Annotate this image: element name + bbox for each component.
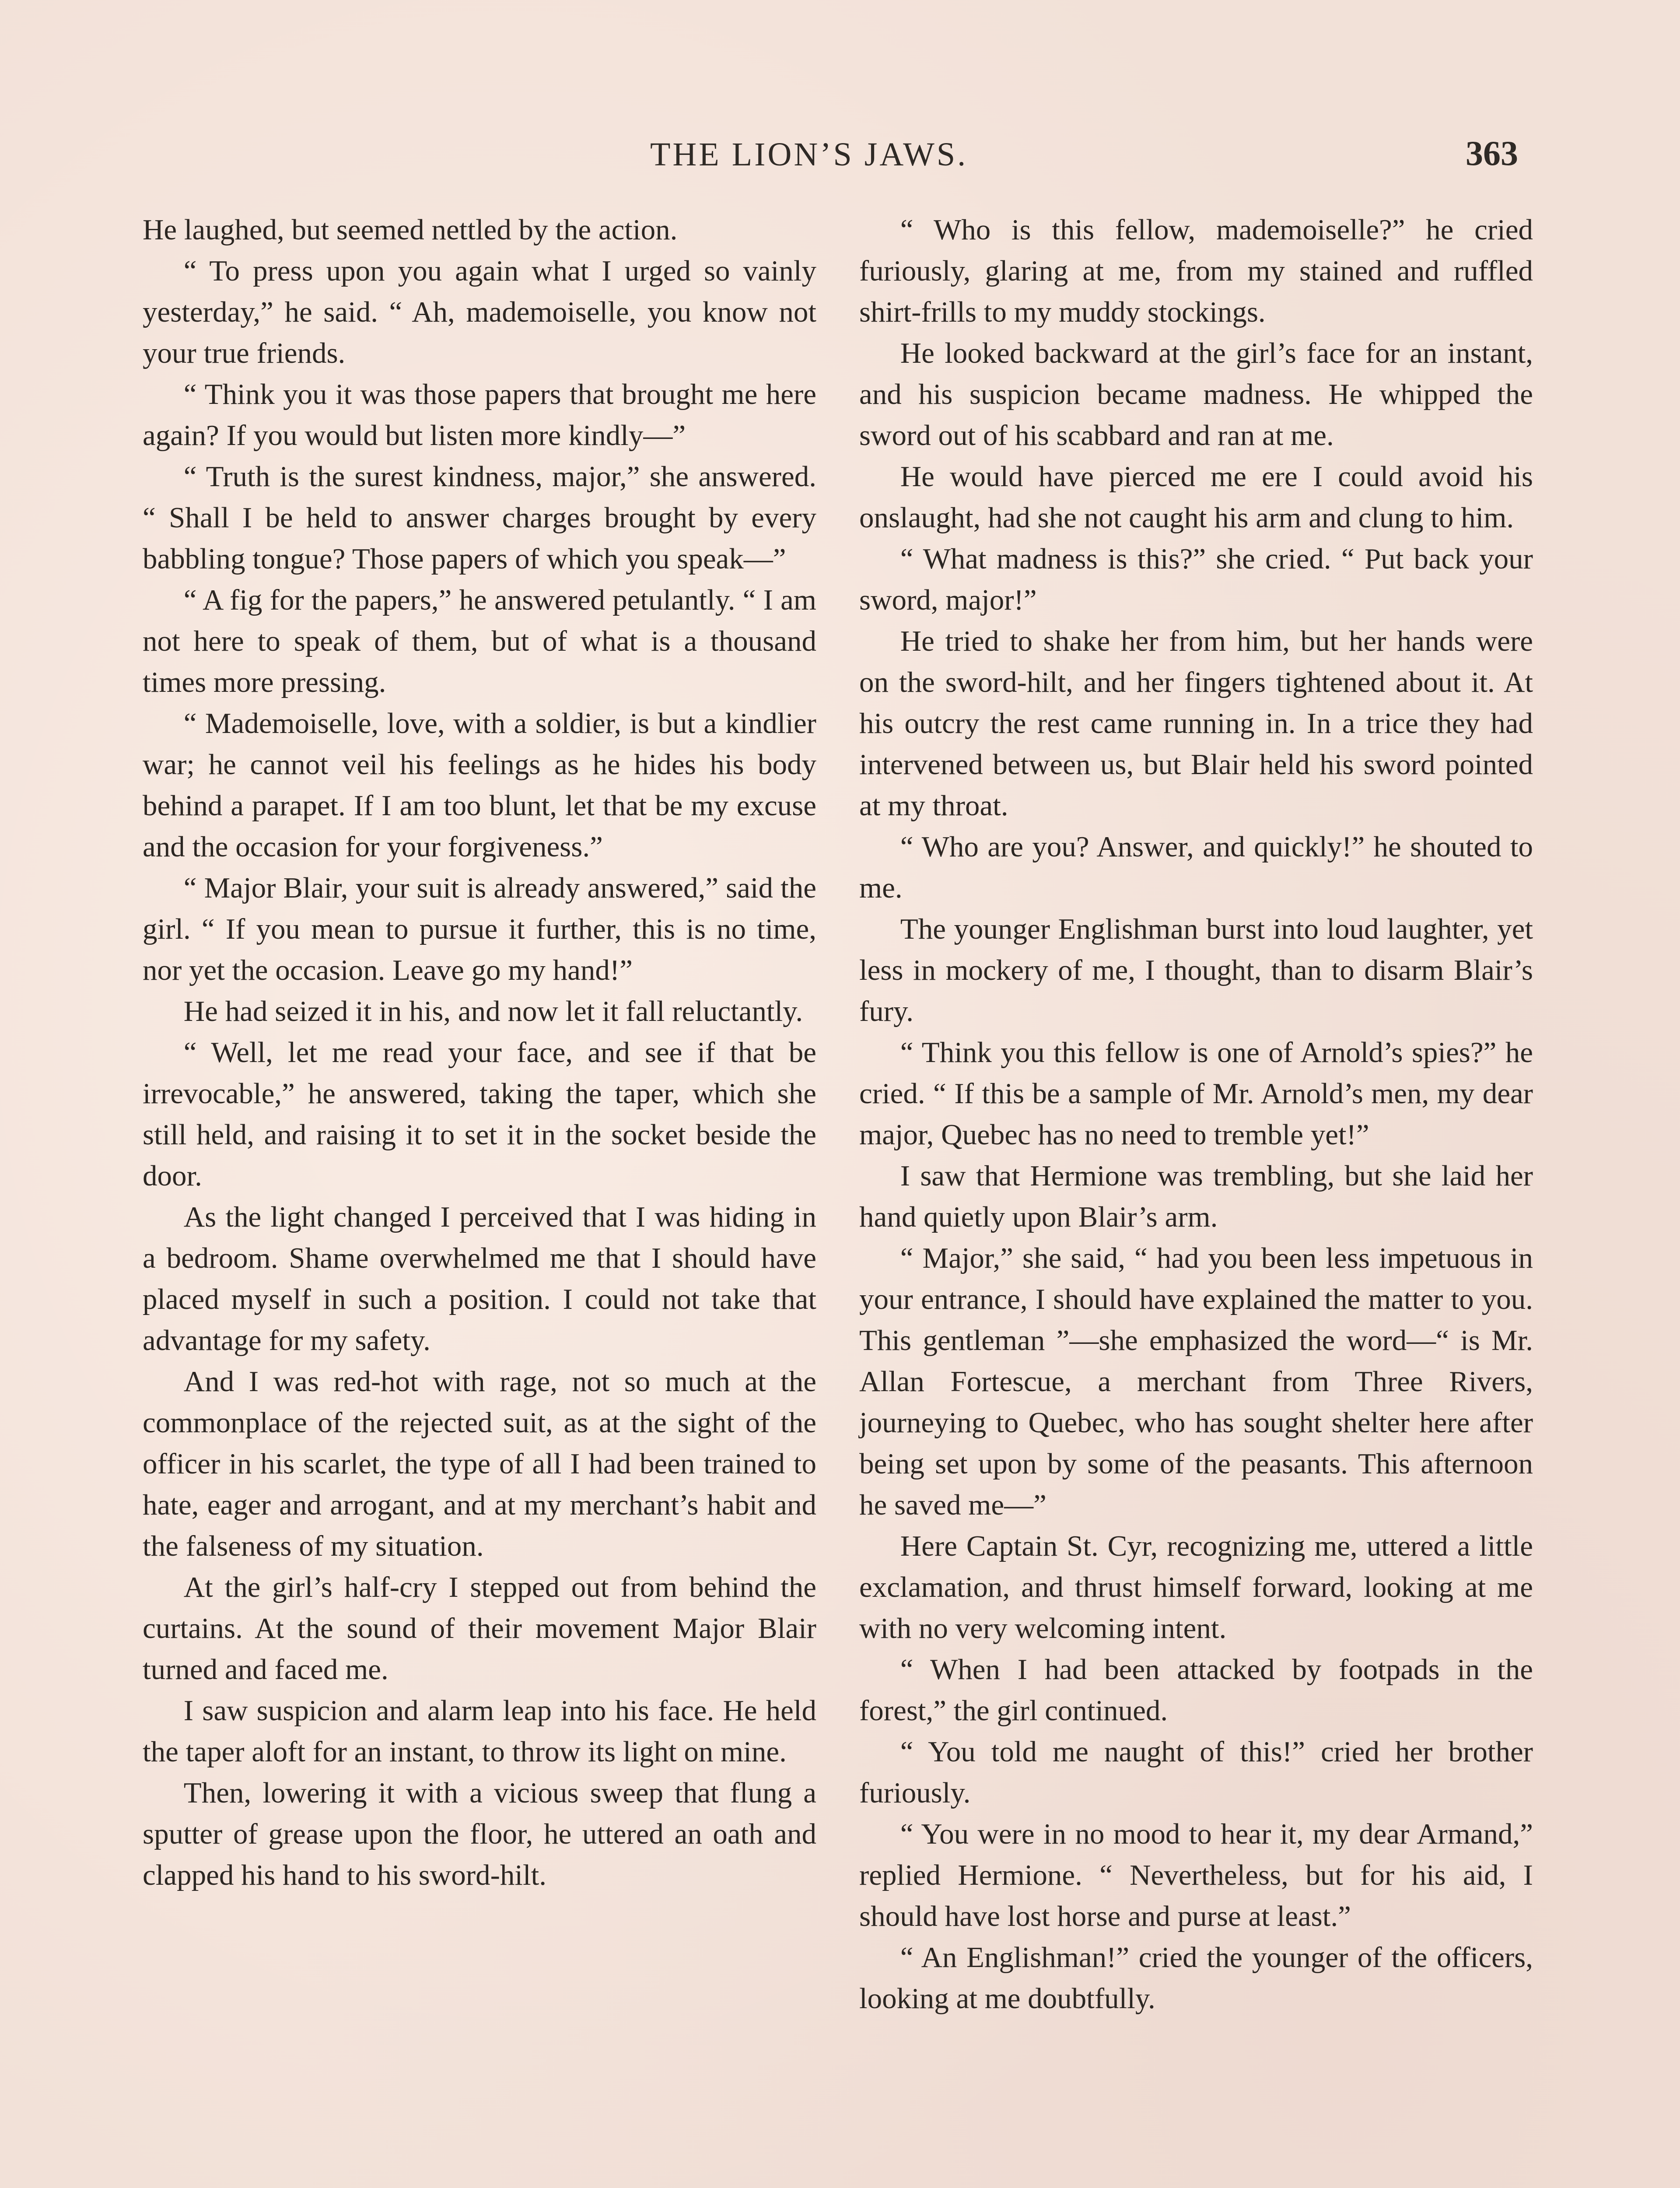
paragraph: “ Mademoiselle, love, with a soldier, is but a kindlier war; he cannot veil his feelings as he hides his body behind a parapet. If I am too blunt, let that be my excuse and the occasion for your forgiveness.” — [143, 707, 816, 863]
paragraph: He tried to shake her from him, but her hands were on the sword-hilt, and her fingers tightened about it. At his outcry the rest came running in. In a trice they had intervened between us, but Blair held his sword pointed at my throat. — [859, 625, 1533, 822]
paragraph: Then, lowering it with a vicious sweep that flung a sputter of grease upon the floor, he uttered an oath and clapped his hand to his sword-hilt. — [143, 1777, 816, 1891]
paragraph: He laughed, but seemed nettled by the action. — [143, 214, 678, 246]
paragraph: “ A fig for the papers,” he answered petulantly. “ I am not here to speak of them, but of what is a thousand times more pressing. — [143, 584, 816, 698]
paragraph: “ Truth is the surest kindness, major,” she answered. “ Shall I be held to answer charges brought by every babbling tongue? Those papers of which you speak—” — [143, 460, 816, 575]
running-title: THE LION’S JAWS. — [650, 136, 968, 173]
paragraph: I saw that Hermione was trembling, but she laid her hand quietly upon Blair’s arm. — [859, 1160, 1533, 1233]
paragraph: As the light changed I perceived that I was hiding in a bedroom. Shame overwhelmed me that I should have placed myself in such a position. I could not take that advantage for my safety. — [143, 1201, 816, 1357]
paragraph: “ Major,” she said, “ had you been less impetuous in your entrance, I should have explained the matter to you. This gentleman ”—she emphasized the word—“ is Mr. Allan Fortescue, a merchant from Three Rivers, journeying to Quebec, who has sought shelter here after being set upon by some of the peasants. This afternoon he saved me—” — [859, 1242, 1533, 1521]
paragraph: “ Think you it was those papers that brought me here again? If you would but listen more kindly—” — [143, 378, 816, 452]
paragraph: “ Think you this fellow is one of Arnold’s spies?” he cried. “ If this be a sample of Mr. Arnold’s men, my dear major, Quebec has no need to tremble yet!” — [859, 1036, 1533, 1151]
paragraph: “ Who is this fellow, mademoiselle?” he cried furiously, glaring at me, from my stained and ruffled shirt-frills to my muddy stockings. — [859, 214, 1533, 328]
paragraph: “ You told me naught of this!” cried her brother furiously. — [859, 1736, 1533, 1809]
paragraph: “ An Englishman!” cried the younger of the officers, looking at me doubtfully. — [859, 1941, 1533, 2015]
paragraph: “ Well, let me read your face, and see if that be irrevocable,” he answered, taking the taper, which she still held, and raising it to set it in the socket beside the door. — [143, 1036, 816, 1192]
right-column — [859, 209, 1533, 2019]
paragraph: He looked backward at the girl’s face for an instant, and his suspicion became madness. He whipped the sword out of his scabbard and ran at me. — [859, 337, 1533, 452]
paragraph: “ When I had been attacked by footpads in the forest,” the girl continued. — [859, 1653, 1533, 1727]
paragraph: He had seized it in his, and now let it fall reluctantly. — [183, 995, 803, 1027]
paragraph: “ Major Blair, your suit is already answered,” said the girl. “ If you mean to pursue it further, this is no time, nor yet the occasion. Leave go my hand!” — [143, 872, 816, 986]
paragraph: “ Who are you? Answer, and quickly!” he shouted to me. — [859, 831, 1533, 904]
paragraph: “ To press upon you again what I urged so vainly yesterday,” he said. “ Ah, mademoiselle, you know not your true friends. — [143, 255, 816, 369]
paragraph: He would have pierced me ere I could avoid his onslaught, had she not caught his arm and clung to him. — [859, 460, 1533, 534]
paragraph: “ You were in no mood to hear it, my dear Armand,” replied Hermione. “ Nevertheless, but for his aid, I should have lost horse and purse at least.” — [859, 1818, 1533, 1932]
paragraph: At the girl’s half-cry I stepped out from behind the curtains. At the sound of their movement Major Blair turned and faced me. — [143, 1571, 816, 1686]
paragraph: I saw suspicion and alarm leap into his face. He held the taper aloft for an instant, to throw its light on mine. — [143, 1694, 816, 1768]
paragraph: Here Captain St. Cyr, recognizing me, uttered a little exclamation, and thrust himself forward, looking at me with no very welcoming intent. — [859, 1530, 1533, 1645]
left-column — [143, 209, 816, 1896]
page-number: 363 — [1466, 134, 1518, 173]
paragraph: “ What madness is this?” she cried. “ Put back your sword, major!” — [859, 543, 1533, 616]
paragraph: And I was red-hot with rage, not so much at the commonplace of the rejected suit, as at the sight of the officer in his scarlet, the type of all I had been trained to hate, eager and arrogant, and at my merchant’s habit and the falseness of my situation. — [143, 1365, 816, 1562]
paragraph: The younger Englishman burst into loud laughter, yet less in mockery of me, I thought, than to disarm Blair’s fury. — [859, 913, 1533, 1027]
